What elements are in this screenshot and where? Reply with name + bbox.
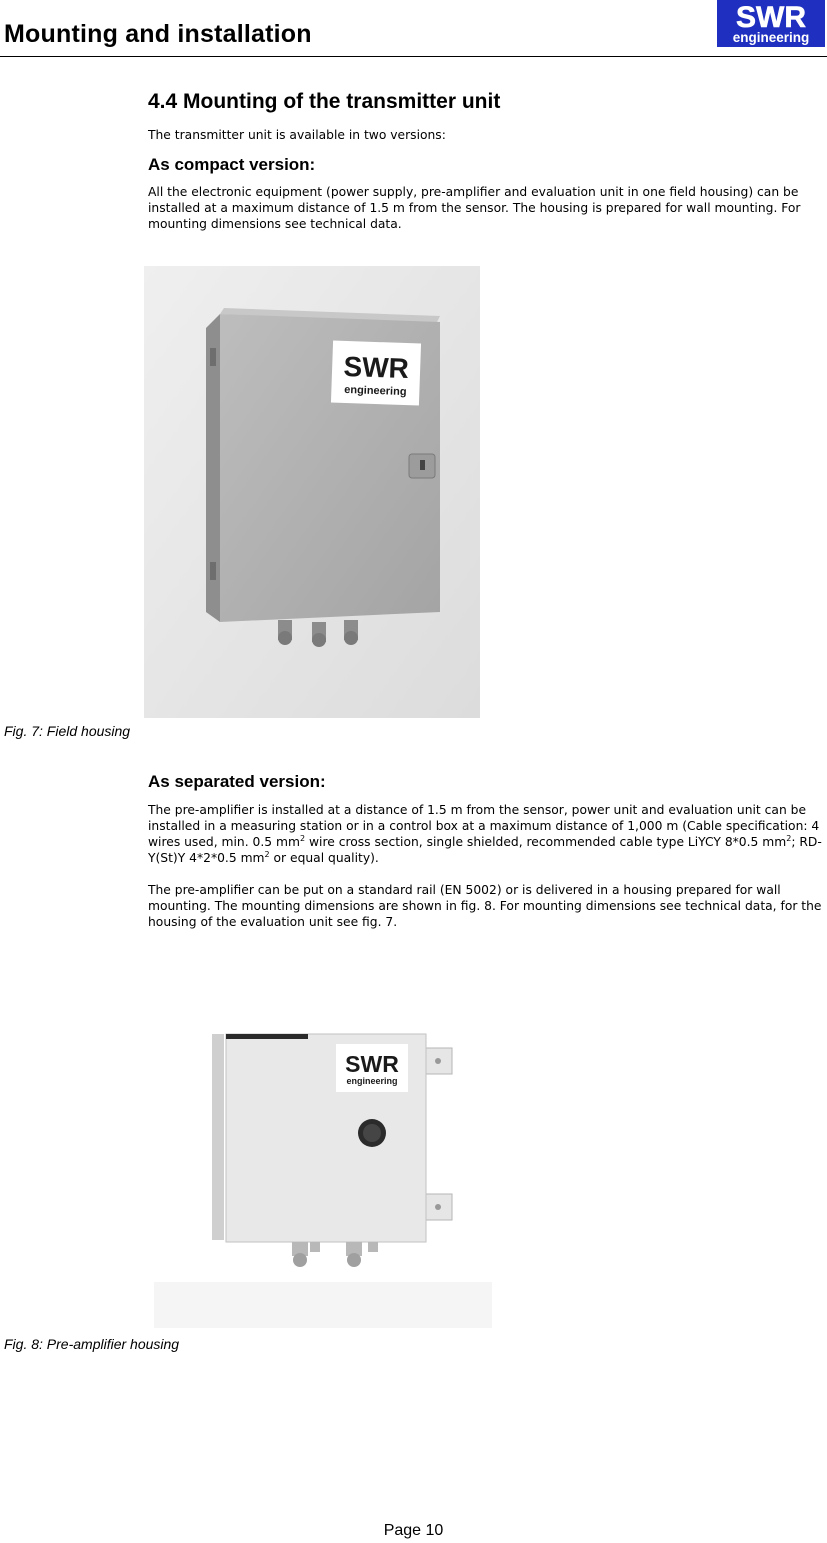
swr-logo xyxy=(717,0,825,47)
page-header-title: Mounting and installation xyxy=(4,20,312,48)
figure-7-caption: Fig. 7: Field housing xyxy=(4,723,131,739)
section-heading: 4.4 Mounting of the transmitter unit xyxy=(148,90,501,113)
field-housing-label-engineering: engineering xyxy=(344,383,407,399)
compact-version-paragraph: All the electronic equipment (power supply, pre-amplifier and evaluation unit in one field housing) can be installed at a maximum distance of 1.5 m from the sensor. The housing is prepared for wall mounting. For mounting dimensions see technical data. xyxy=(148,185,801,231)
compact-version-heading: As compact version: xyxy=(148,155,316,174)
pre-amp-label-engineering: engineering xyxy=(346,1076,398,1086)
logo-text-swr: SWR xyxy=(736,1,806,34)
separated-version-paragraph-1: The pre-amplifier is installed at a distance of 1.5 m from the sensor, power unit and evaluation unit can be installed in a measuring station or in a control box at a maximum distance of 1,000 m (Cable specification: 4 wires used, min. 0.5 $mm^2$ wire cross section, single shielded, recommended cable type LiYCY 8*0.5 $mm^2$; RD-Y(St)Y 4*2*0.5 $mm^2$ or equal quality). xyxy=(148,803,822,865)
pre-amp-label-swr: SWR xyxy=(345,1051,399,1077)
pre-amplifier-housing-photo xyxy=(150,1020,495,1330)
field-housing-photo xyxy=(144,266,480,718)
field-housing-label-swr: SWR xyxy=(343,350,410,385)
separated-version-heading: As separated version: xyxy=(148,772,326,791)
header-divider xyxy=(0,56,827,57)
figure-8-caption: Fig. 8: Pre-amplifier housing xyxy=(4,1336,180,1352)
separated-version-paragraph-2: The pre-amplifier can be put on a standard rail (EN 5002) or is delivered in a housing prepared for wall mounting. The mounting dimensions are shown in fig. 8. For mounting dimensions see technical data, for the housing of the evaluation unit see fig. 7. xyxy=(148,883,822,929)
page-number: Page 10 xyxy=(383,1522,444,1539)
intro-paragraph: The transmitter unit is available in two versions: xyxy=(148,128,446,142)
logo-text-engineering: engineering xyxy=(732,30,810,45)
